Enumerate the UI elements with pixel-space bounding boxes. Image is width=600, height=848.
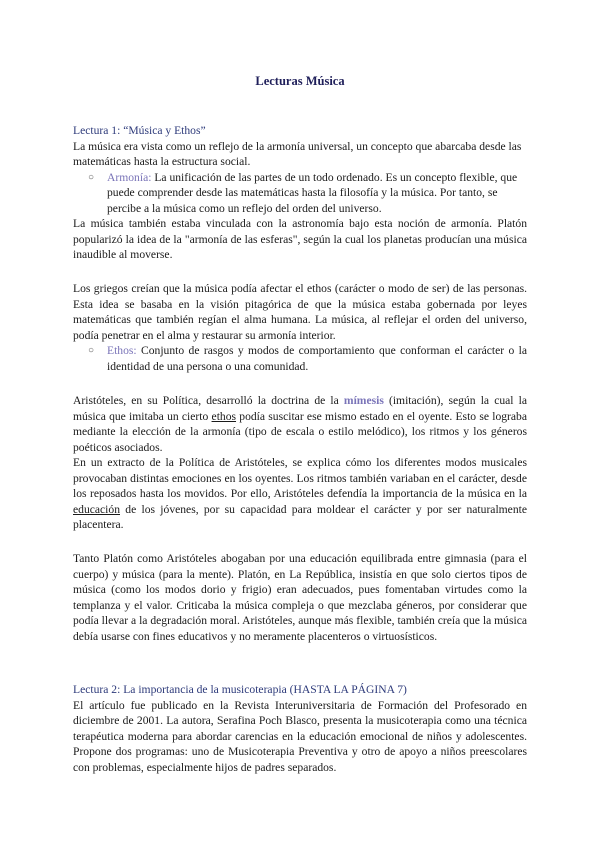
bullet-armonia-text: La unificación de las partes de un todo ordenado. Es un concepto flexible, que puede comprender desde las matemáticas hasta la filosofía y la música. Por tanto, se percibe a la música como un reflejo del orden del universo.: [107, 170, 518, 215]
term-ethos: Ethos:: [107, 344, 137, 357]
lectura1-paragraph-5: [73, 455, 527, 533]
lectura1-section: [73, 123, 527, 263]
term-armonia: Armonía:: [107, 170, 152, 184]
underlined-educacion: educación: [73, 502, 120, 516]
lectura1-paragraph-2: La música también estaba vinculada con la astronomía bajo esta noción de armonía. Platón popularizó la idea de la "armonía de las esferas", según la cual los planetas producían una música inaudible al moverse.: [73, 217, 527, 261]
p4-text-b: (imitación), según la cual la música que imitaba un cierto: [73, 394, 527, 423]
lectura1-paragraph-6-block: [73, 551, 527, 644]
lectura1-paragraph-3: Los griegos creían que la música podía afectar el ethos (carácter o modo de ser) de las personas. Esta idea se basaba en la visión pitagórica de que la música estaba gobernada por leyes matemáticas que también regían el alma humana. La música, al reflejar el orden del universo, podía penetrar en el alma y restaurar su armonía interior.: [73, 282, 527, 342]
p4-text-a: Aristóteles, en su Política, desarrolló la doctrina de la: [73, 394, 344, 407]
lectura2-paragraph-1: El artículo fue publicado en la Revista Interuniversitaria de Formación del Profesorado en diciembre de 2001. La autora, Serafina Poch Blasco, presenta la musicoterapia como una técnica terapéutica moderna para abordar carencias en la educación emocional de niños y adolescentes. Propone dos programas: uno de Musicoterapia Preventiva y otro de apoyo a niños preescolares con problemas, especialmente hijos de padres separados.: [73, 698, 527, 774]
term-mimesis: mímesis: [343, 394, 384, 407]
page-title: Lecturas Música: [255, 74, 345, 88]
p5-text-b: de los jóvenes, por su capacidad para moldear el carácter y por ser naturalmente placentera.: [73, 502, 527, 531]
lectura1-heading: Lectura 1: “Música y Ethos”: [73, 124, 206, 137]
p4-text-c: podía suscitar ese mismo estado en el oyente. Esto se lograba mediante la elección de la armonía (tipo de escala o estilo melódico), los ritmos y los géneros poéticos asociados.: [73, 409, 527, 454]
lectura1-paragraph-3-block: [73, 281, 527, 374]
lectura2-heading: Lectura 2: La importancia de la musicoterapia (HASTA LA PÁGINA 7): [73, 683, 407, 696]
lectura1-paragraph-4: [73, 393, 527, 455]
p5-text-a: En un extracto de la Política de Aristóteles, se explica cómo los diferentes modos musicales provocaban distintas emociones en los oyentes. Los ritmos también variaban en el carácter, desde los reposados hasta los movidos. Por ello, Aristóteles defendía la importancia de la música en la: [73, 456, 527, 500]
bullet-armonia: [73, 170, 527, 217]
underlined-ethos: ethos: [211, 409, 237, 423]
lectura2-section: [73, 682, 527, 775]
bullet-ethos: [73, 343, 527, 374]
bullet-ethos-text: Conjunto de rasgos y modos de comportamiento que conforman el carácter o la identidad de una persona o una comunidad.: [107, 344, 527, 373]
lectura1-paragraph-1: La música era vista como un reflejo de la armonía universal, un concepto que abarcaba desde las matemáticas hasta la estructura social.: [73, 139, 522, 168]
bullet-circle-icon: ○: [88, 171, 95, 183]
bullet-circle-icon: ○: [88, 345, 95, 356]
lectura1-paragraph-4-block: [73, 393, 527, 533]
lectura1-paragraph-6: Tanto Platón como Aristóteles abogaban por una educación equilibrada entre gimnasia (para el cuerpo) y música (para la mente). Platón, en La República, insistía en que solo ciertos tipos de música (como los modos dorio y frigio) eran adecuados, pues fomentaban virtudes como la templanza y el valor. Criticaba la música compleja o que mezclaba géneros, por considerar que podía llevar a la degradación moral. Aristóteles, aunque más flexible, también creía que la música debía usarse con fines educativos y no meramente placenteros o virtuosísticos.: [73, 552, 527, 643]
